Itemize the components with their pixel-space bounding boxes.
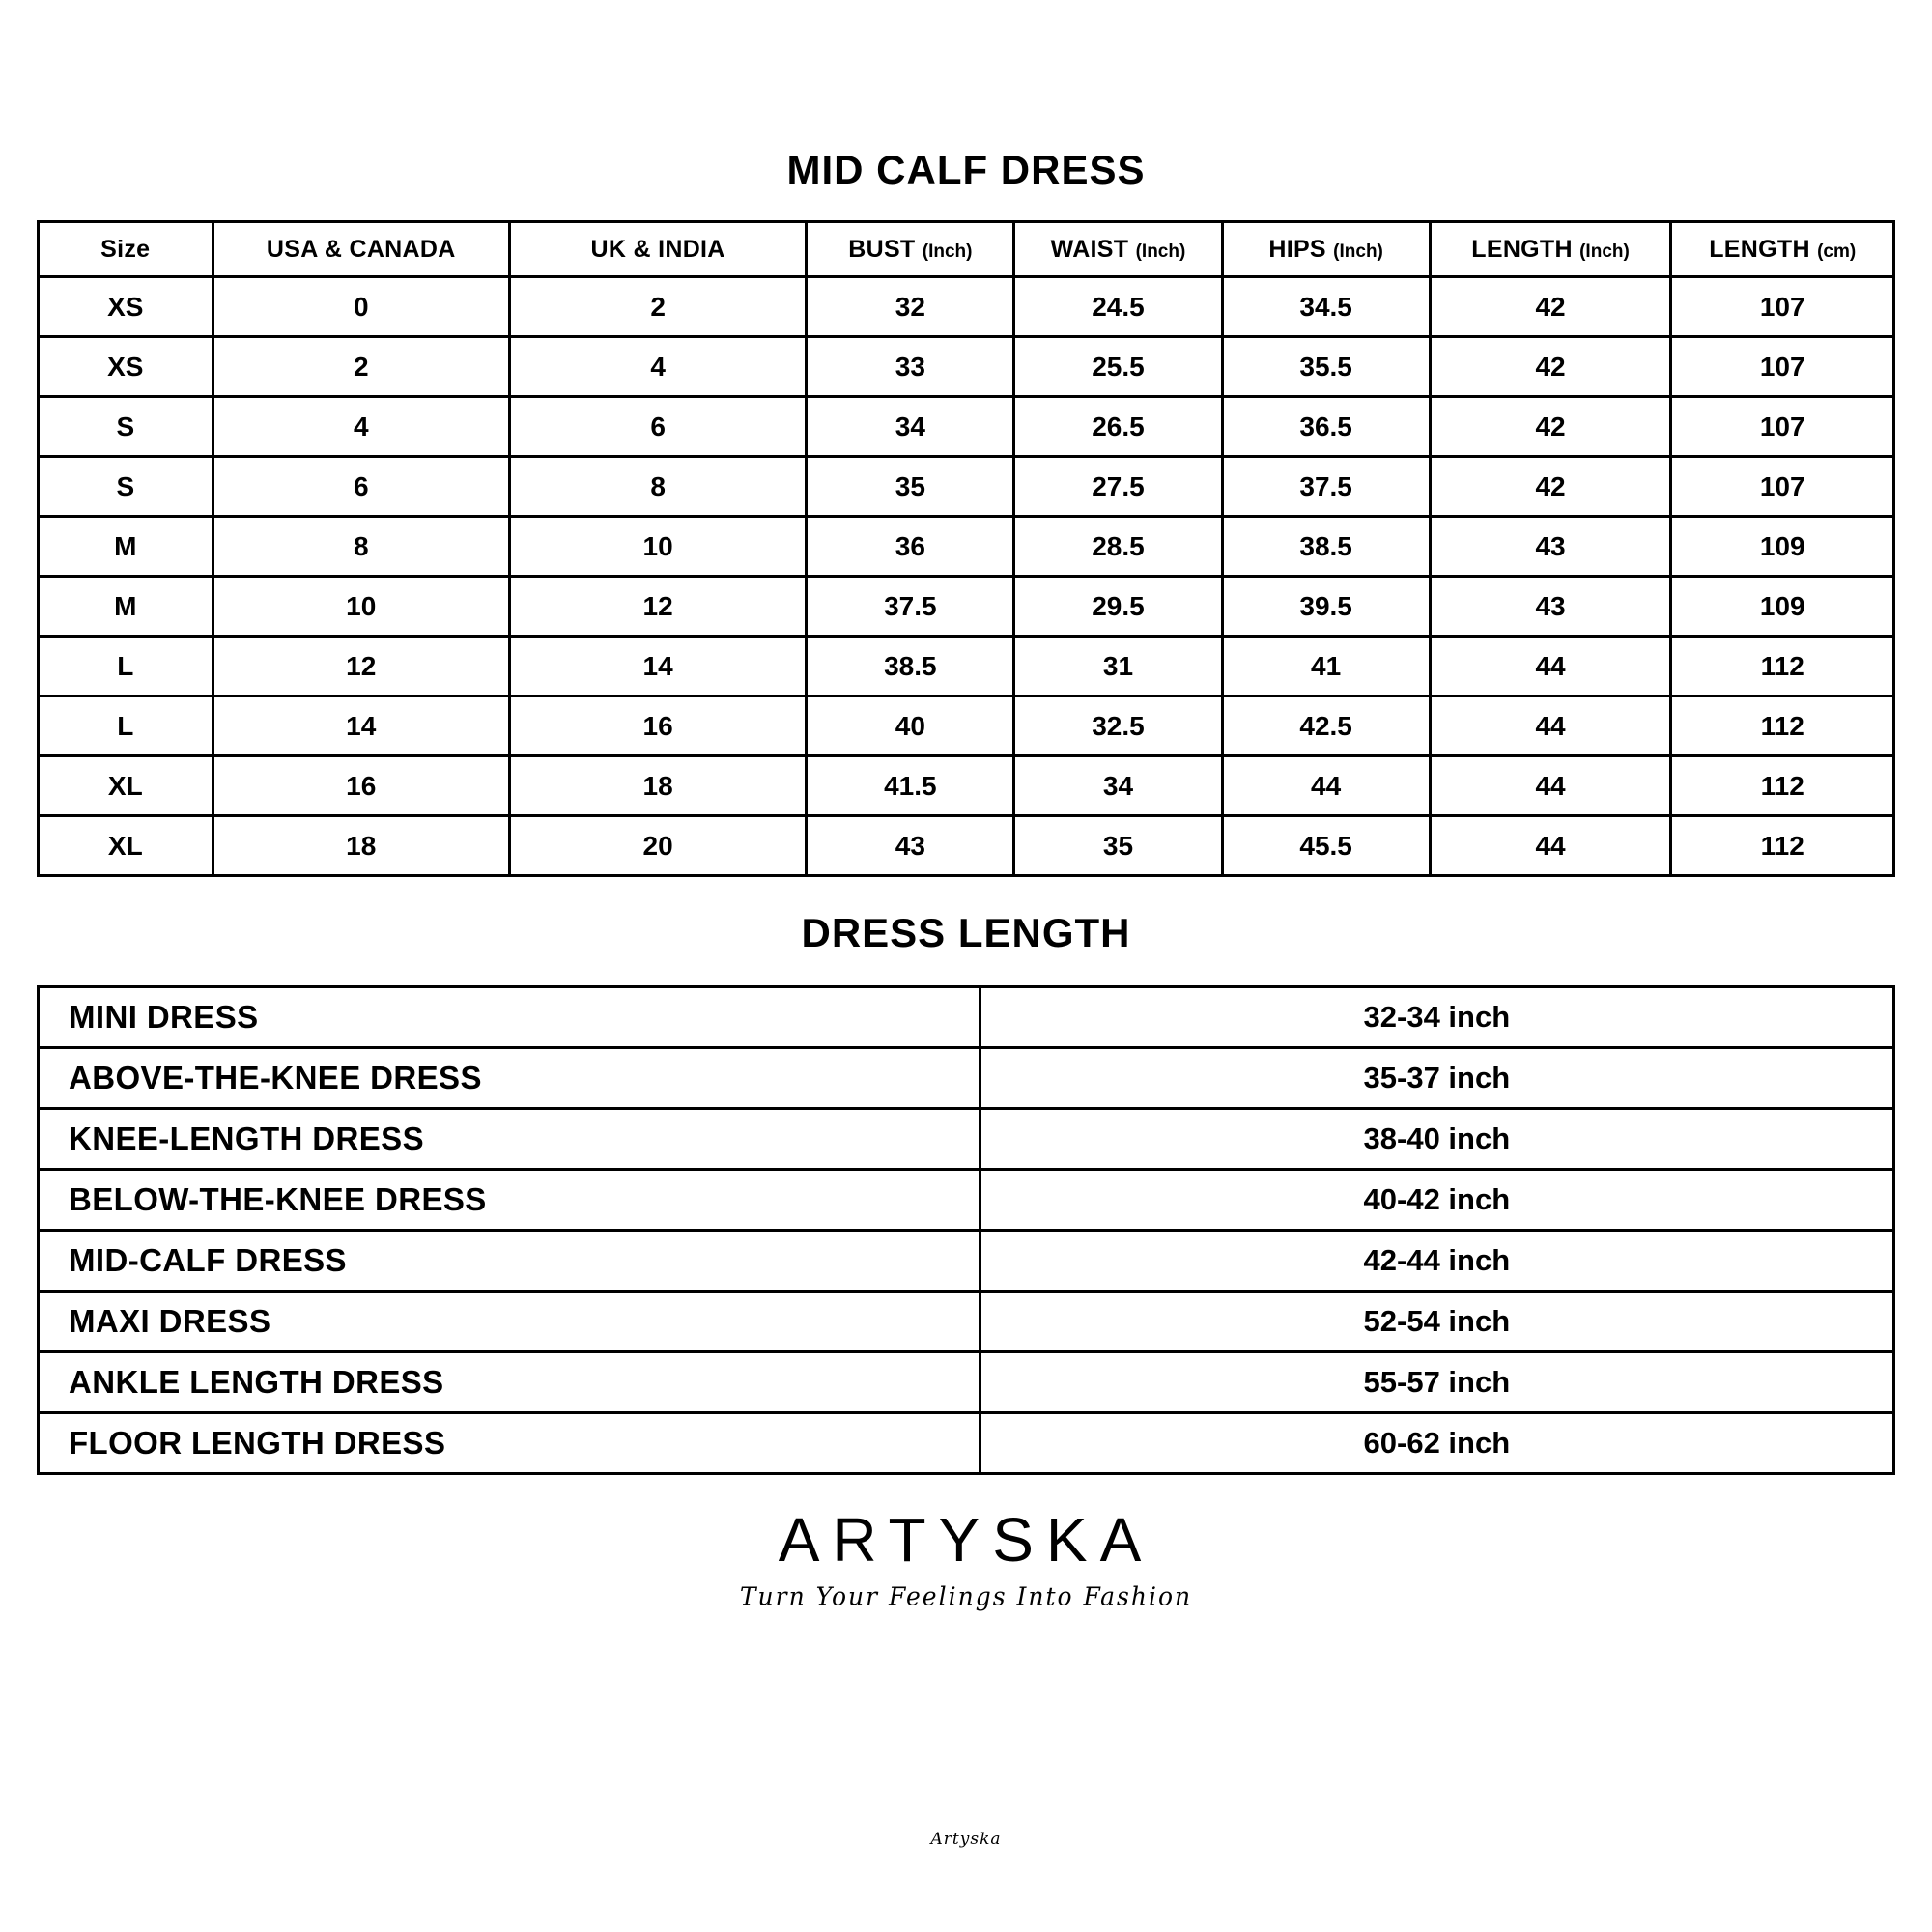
brand-block <box>37 1505 1895 1611</box>
table-row <box>39 987 1894 1048</box>
column-header-unit: (Inch) <box>922 241 973 262</box>
column-header-label: LENGTH <box>1471 235 1573 263</box>
column-header-unit: (Inch) <box>1135 241 1186 262</box>
cell-bust: 35 <box>807 457 1014 517</box>
brand-tagline: Turn Your Feelings Into Fashion <box>739 1581 1193 1611</box>
column-header-label: Size <box>100 235 151 263</box>
table-row <box>39 577 1894 637</box>
cell-hips: 36.5 <box>1222 397 1430 457</box>
dress-length-name: MINI DRESS <box>39 987 980 1048</box>
cell-length-inch: 44 <box>1430 756 1671 816</box>
dress-length-name: KNEE-LENGTH DRESS <box>39 1109 980 1170</box>
cell-bust: 36 <box>807 517 1014 577</box>
cell-usa: 2 <box>213 337 509 397</box>
cell-usa: 12 <box>213 637 509 696</box>
column-header-usa-canada <box>213 222 509 277</box>
dress-length-name: MID-CALF DRESS <box>39 1231 980 1292</box>
table-row <box>39 1352 1894 1413</box>
dress-length-name: FLOOR LENGTH DRESS <box>39 1413 980 1474</box>
cell-usa: 8 <box>213 517 509 577</box>
cell-size: L <box>39 637 213 696</box>
dress-length-title: DRESS LENGTH <box>801 910 1131 955</box>
column-header-hips <box>1222 222 1430 277</box>
table-row <box>39 1048 1894 1109</box>
cell-waist: 32.5 <box>1014 696 1222 756</box>
cell-uk: 20 <box>509 816 806 876</box>
cell-length-inch: 44 <box>1430 696 1671 756</box>
cell-length-cm: 109 <box>1671 577 1894 637</box>
dress-length-title-wrap <box>37 877 1895 956</box>
cell-uk: 10 <box>509 517 806 577</box>
cell-size: XL <box>39 756 213 816</box>
cell-waist: 28.5 <box>1014 517 1222 577</box>
cell-uk: 16 <box>509 696 806 756</box>
cell-hips: 44 <box>1222 756 1430 816</box>
dress-length-value: 38-40 inch <box>980 1109 1893 1170</box>
column-header-size <box>39 222 213 277</box>
table-row <box>39 517 1894 577</box>
cell-length-inch: 44 <box>1430 816 1671 876</box>
cell-length-cm: 112 <box>1671 816 1894 876</box>
table-row <box>39 277 1894 337</box>
dress-length-value: 55-57 inch <box>980 1352 1893 1413</box>
footer-brand-mark: Artyska <box>930 1830 1002 1849</box>
cell-waist: 24.5 <box>1014 277 1222 337</box>
table-row <box>39 756 1894 816</box>
cell-hips: 34.5 <box>1222 277 1430 337</box>
cell-length-inch: 42 <box>1430 397 1671 457</box>
cell-waist: 31 <box>1014 637 1222 696</box>
table-row <box>39 1231 1894 1292</box>
cell-uk: 18 <box>509 756 806 816</box>
column-header-length-inch <box>1430 222 1671 277</box>
cell-uk: 6 <box>509 397 806 457</box>
cell-usa: 18 <box>213 816 509 876</box>
column-header-label: HIPS <box>1268 235 1326 263</box>
cell-size: M <box>39 577 213 637</box>
cell-usa: 4 <box>213 397 509 457</box>
dress-length-value: 40-42 inch <box>980 1170 1893 1231</box>
cell-waist: 29.5 <box>1014 577 1222 637</box>
table-row <box>39 397 1894 457</box>
dress-length-value: 35-37 inch <box>980 1048 1893 1109</box>
table-row <box>39 696 1894 756</box>
table-row <box>39 816 1894 876</box>
column-header-unit: (Inch) <box>1579 241 1630 262</box>
cell-uk: 4 <box>509 337 806 397</box>
cell-length-cm: 112 <box>1671 696 1894 756</box>
column-header-label: BUST <box>848 235 916 263</box>
cell-bust: 37.5 <box>807 577 1014 637</box>
cell-waist: 25.5 <box>1014 337 1222 397</box>
table-row <box>39 1109 1894 1170</box>
cell-bust: 40 <box>807 696 1014 756</box>
cell-bust: 32 <box>807 277 1014 337</box>
column-header-waist <box>1014 222 1222 277</box>
column-header-unit: (Inch) <box>1333 241 1383 262</box>
cell-length-cm: 107 <box>1671 457 1894 517</box>
cell-length-cm: 107 <box>1671 277 1894 337</box>
cell-length-cm: 109 <box>1671 517 1894 577</box>
cell-usa: 0 <box>213 277 509 337</box>
cell-length-cm: 112 <box>1671 637 1894 696</box>
cell-bust: 34 <box>807 397 1014 457</box>
cell-length-cm: 107 <box>1671 397 1894 457</box>
cell-bust: 41.5 <box>807 756 1014 816</box>
cell-hips: 39.5 <box>1222 577 1430 637</box>
cell-hips: 37.5 <box>1222 457 1430 517</box>
cell-bust: 43 <box>807 816 1014 876</box>
brand-logo-text: ARTYSKA <box>778 1505 1154 1575</box>
size-chart-title-wrap <box>37 0 1895 193</box>
cell-size: M <box>39 517 213 577</box>
cell-usa: 14 <box>213 696 509 756</box>
dress-length-name: ABOVE-THE-KNEE DRESS <box>39 1048 980 1109</box>
table-row <box>39 457 1894 517</box>
cell-size: XS <box>39 277 213 337</box>
dress-length-name: MAXI DRESS <box>39 1292 980 1352</box>
cell-length-inch: 42 <box>1430 277 1671 337</box>
column-header-uk-india <box>509 222 806 277</box>
column-header-bust <box>807 222 1014 277</box>
cell-usa: 6 <box>213 457 509 517</box>
cell-waist: 34 <box>1014 756 1222 816</box>
cell-uk: 8 <box>509 457 806 517</box>
cell-length-cm: 107 <box>1671 337 1894 397</box>
cell-hips: 41 <box>1222 637 1430 696</box>
cell-hips: 35.5 <box>1222 337 1430 397</box>
table-row <box>39 1413 1894 1474</box>
table-header-row <box>39 222 1894 277</box>
cell-length-inch: 44 <box>1430 637 1671 696</box>
cell-bust: 33 <box>807 337 1014 397</box>
cell-bust: 38.5 <box>807 637 1014 696</box>
table-row <box>39 1292 1894 1352</box>
cell-uk: 14 <box>509 637 806 696</box>
column-header-label: USA & CANADA <box>266 235 456 263</box>
cell-size: S <box>39 397 213 457</box>
cell-length-inch: 43 <box>1430 517 1671 577</box>
cell-waist: 27.5 <box>1014 457 1222 517</box>
cell-length-inch: 42 <box>1430 457 1671 517</box>
dress-length-table <box>37 985 1895 1475</box>
dress-length-value: 52-54 inch <box>980 1292 1893 1352</box>
cell-size: XL <box>39 816 213 876</box>
cell-hips: 42.5 <box>1222 696 1430 756</box>
cell-length-inch: 42 <box>1430 337 1671 397</box>
column-header-label: UK & INDIA <box>590 235 725 263</box>
size-chart-table <box>37 220 1895 877</box>
column-header-label: WAIST <box>1050 235 1129 263</box>
dress-length-value: 60-62 inch <box>980 1413 1893 1474</box>
dress-length-value: 32-34 inch <box>980 987 1893 1048</box>
column-header-length-cm <box>1671 222 1894 277</box>
cell-uk: 12 <box>509 577 806 637</box>
table-row <box>39 637 1894 696</box>
cell-usa: 16 <box>213 756 509 816</box>
cell-size: S <box>39 457 213 517</box>
cell-uk: 2 <box>509 277 806 337</box>
cell-size: XS <box>39 337 213 397</box>
column-header-label: LENGTH <box>1709 235 1810 263</box>
dress-length-name: BELOW-THE-KNEE DRESS <box>39 1170 980 1231</box>
cell-usa: 10 <box>213 577 509 637</box>
cell-size: L <box>39 696 213 756</box>
dress-length-name: ANKLE LENGTH DRESS <box>39 1352 980 1413</box>
table-row <box>39 337 1894 397</box>
cell-waist: 35 <box>1014 816 1222 876</box>
table-row <box>39 1170 1894 1231</box>
cell-hips: 45.5 <box>1222 816 1430 876</box>
column-header-unit: (cm) <box>1817 241 1857 262</box>
dress-length-value: 42-44 inch <box>980 1231 1893 1292</box>
cell-waist: 26.5 <box>1014 397 1222 457</box>
page-title: MID CALF DRESS <box>786 147 1146 192</box>
cell-hips: 38.5 <box>1222 517 1430 577</box>
cell-length-cm: 112 <box>1671 756 1894 816</box>
cell-length-inch: 43 <box>1430 577 1671 637</box>
